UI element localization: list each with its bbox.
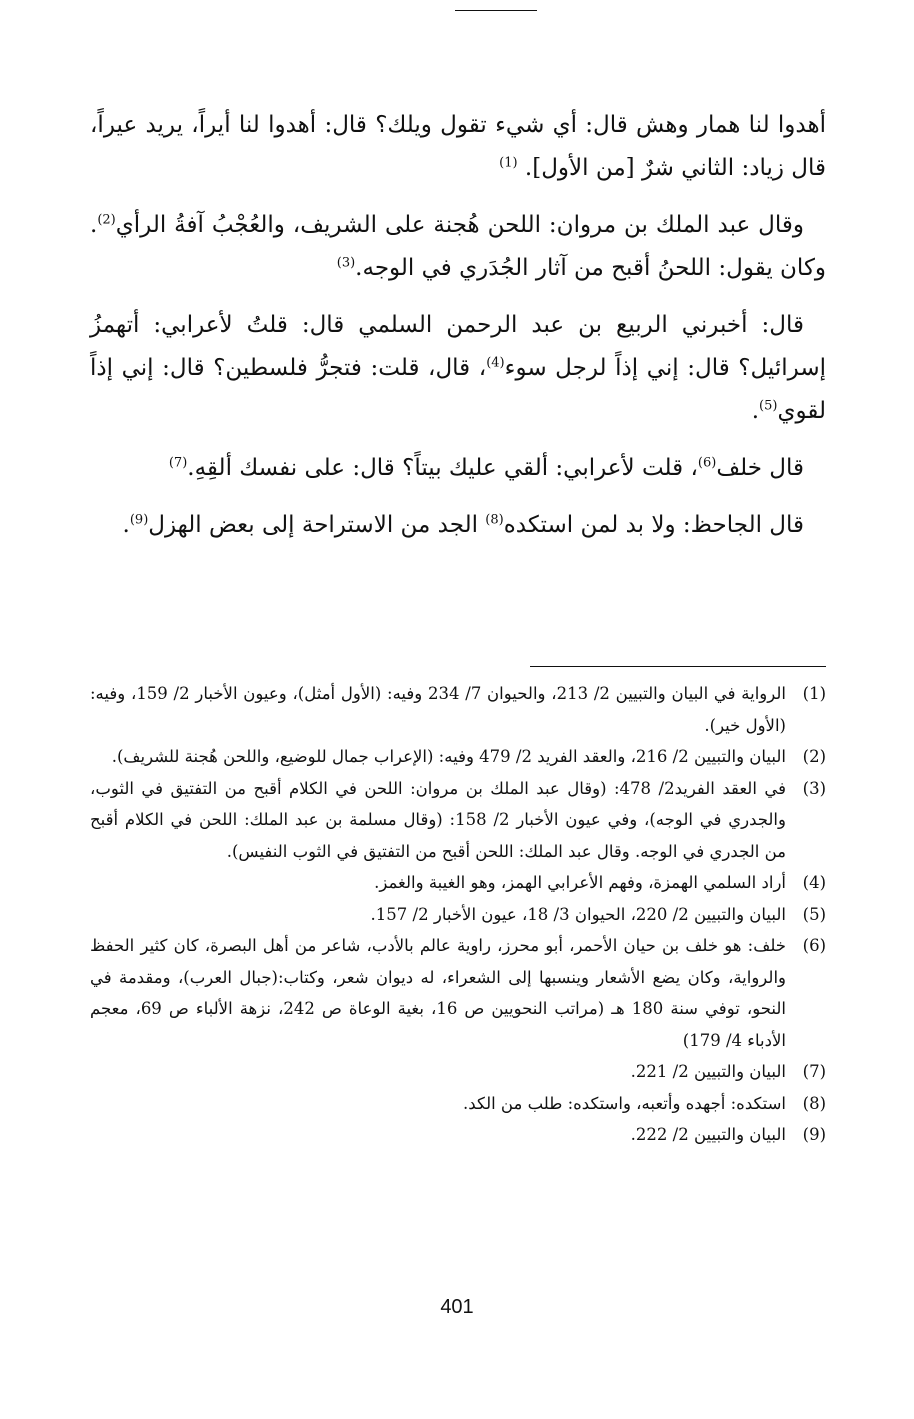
footnote-number: (2) — [802, 747, 826, 766]
footnote-ref-7[interactable]: (7) — [168, 455, 188, 471]
footnote-text: البيان والتبيين 2/ 220، الحيوان 3/ 18، عيون الأخبار 2/ 157. — [370, 904, 786, 924]
footnote-number: (1) — [802, 684, 826, 703]
paragraph-2 — [90, 204, 826, 290]
footnote-ref-4[interactable]: (4) — [486, 355, 505, 371]
footnote-ref-2[interactable]: (2) — [97, 212, 116, 228]
footnote-ref-3[interactable]: (3) — [336, 255, 356, 271]
paragraph-4-text-2: ، قلت لأعرابي: ألقي عليك بيتاً؟ قال: على نفسك ألقِهِ. — [187, 455, 698, 481]
footnote-number: (6) — [802, 936, 826, 955]
paragraph-4 — [90, 447, 826, 490]
paragraph-5-text-1: قال الجاحظ: ولا بد لمن استكده — [503, 512, 804, 538]
footnote-number: (4) — [802, 873, 826, 892]
page-number: 401 — [440, 1296, 474, 1318]
footnote-number: (7) — [802, 1062, 826, 1081]
footnote-3 — [90, 773, 826, 868]
footnote-number: (5) — [802, 904, 826, 924]
paragraph-3-text-1: قال: أخبرني الربيع بن عبد الرحمن السلمي قال: قلتُ لأعرابي: أتهمزُ إسرائيل؟ قال: إني إذاً لرجل سوء — [90, 312, 827, 381]
footnote-7 — [90, 1056, 826, 1088]
footnote-6 — [90, 930, 826, 1056]
footnote-text: أراد السلمي الهمزة، وفهم الأعرابي الهمز، وهو الغيبة والغمز. — [374, 873, 786, 892]
footnotes — [90, 678, 826, 1151]
footnote-number: (3) — [802, 778, 826, 798]
paragraph-2-text-1: وقال عبد الملك بن مروان: اللحن هُجنة على الشريف، والعُجْبُ آفةُ الرأي — [115, 212, 804, 238]
footnote-ref-6[interactable]: (6) — [697, 455, 717, 471]
footnote-text: خلف: هو خلف بن حيان الأحمر، أبو محرز، راوية عالم بالأدب، شاعر من أهل البصرة، كان كثير الحفظ والرواية، وكان يضع الأشعار وينسبها إلى الشعراء، له ديوان شعر، وكتاب:(جبال العرب)، ومقدمة في النحو، توفي سنة 180 هـ (مراتب النحويين ص 16، بغية الوعاة ص 242، نزهة الألباء ص 69، معجم الأدباء 4/ 179) — [90, 936, 786, 1050]
footnote-1 — [90, 678, 826, 741]
footnote-ref-1[interactable]: (1) — [499, 155, 518, 171]
footnote-2 — [90, 741, 826, 773]
paragraph-1-text-1: أهدوا لنا همار وهش قال: أي شيء تقول ويلك؟ قال: أهدوا لنا أيراً، يريد عيراً، قال زياد: الثاني شرٌ [من الأول]. — [90, 112, 826, 181]
footnote-9 — [90, 1119, 826, 1151]
footnote-text: البيان والتبيين 2/ 222. — [630, 1125, 786, 1144]
footnote-ref-5[interactable]: (5) — [759, 398, 778, 414]
footnote-number: (8) — [802, 1093, 826, 1113]
footnote-text: البيان والتبيين 2/ 221. — [630, 1062, 786, 1081]
footnote-4 — [90, 867, 826, 899]
top-rule — [455, 10, 537, 11]
footnote-text: البيان والتبيين 2/ 216، والعقد الفريد 2/ 479 وفيه: (الإعراب جمال للوضيع، واللحن هُجنة للشريف). — [111, 747, 786, 766]
paragraph-5 — [90, 504, 826, 547]
paragraph-4-text-1: قال خلف — [716, 455, 804, 481]
paragraph-3-text-3: . — [751, 398, 760, 424]
footnote-text: الرواية في البيان والتبيين 2/ 213، والحيوان 7/ 234 وفيه: (الأول أمثل)، وعيون الأخبار 2/ 159، وفيه: (الأول خير). — [90, 684, 786, 735]
paragraph-2-text-2: . وكان يقول: اللحنُ أقبح من آثار الجُدَري في الوجه. — [90, 212, 826, 281]
paragraph-1 — [90, 104, 826, 190]
footnote-8 — [90, 1088, 826, 1120]
paragraph-5-text-3: . — [122, 512, 130, 538]
paragraph-5-text-2: الجد من الاستراحة إلى بعض الهزل — [148, 512, 486, 538]
main-text — [90, 104, 826, 561]
footnote-ref-9[interactable]: (9) — [129, 512, 149, 528]
footnote-ref-8[interactable]: (8) — [485, 512, 504, 528]
paragraph-3 — [90, 304, 826, 433]
footnote-5 — [90, 899, 826, 931]
footnote-text: استكده: أجهده وأتعبه، واستكده: طلب من الكد. — [463, 1093, 786, 1113]
footnote-separator — [530, 666, 826, 667]
footnote-text: في العقد الفريد2/ 478: (وقال عبد الملك بن مروان: اللحن في الكلام أقبح من التفتيق في الثوب، والجدري في الوجه)، وفي عيون الأخبار 2/ 158: (وقال مسلمة بن عبد الملك: اللحن في الكلام أقبح من الجدري في الوجه. وقال عبد الملك: اللحن أقبح من التفتيق في الثوب النفيس). — [90, 778, 786, 861]
paragraph-3-text-2: ، قال، قلت: فتجرُّ فلسطين؟ قال: إني إذاً لقوي — [90, 355, 826, 424]
footnote-number: (9) — [802, 1125, 826, 1144]
